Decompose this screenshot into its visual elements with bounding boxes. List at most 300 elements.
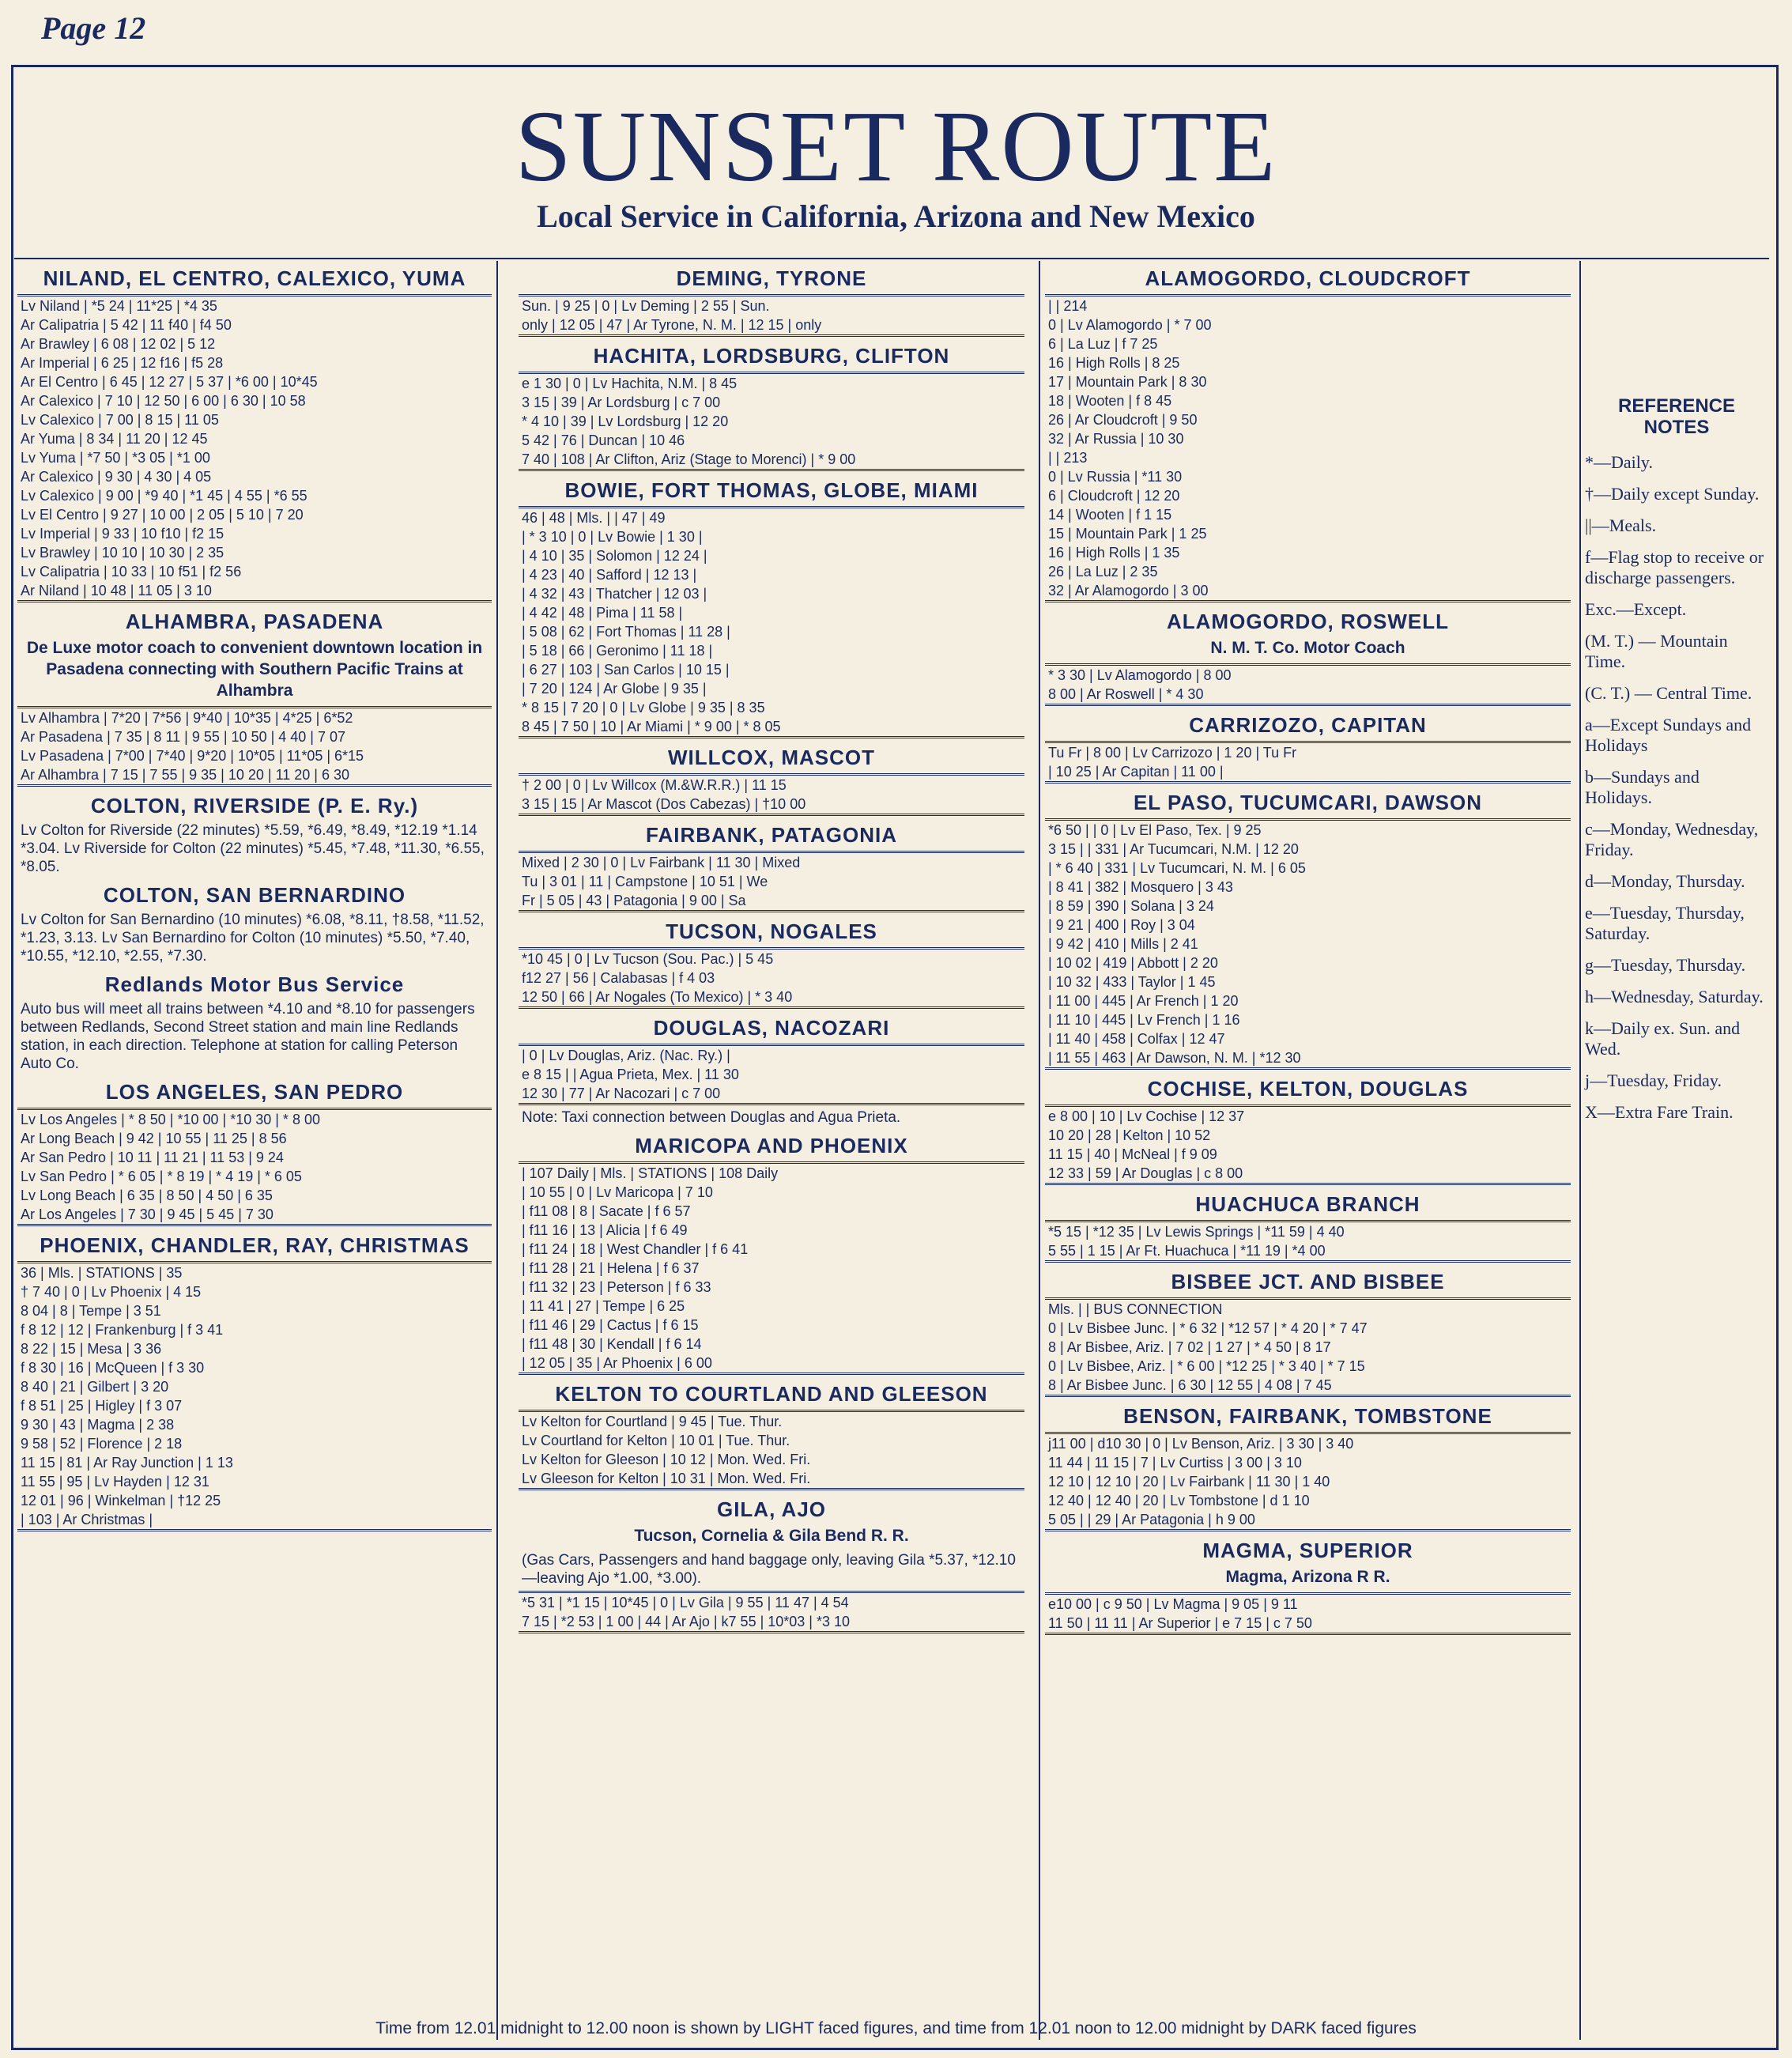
timetable — [17, 1108, 492, 1226]
table-row — [17, 1415, 492, 1434]
table-row — [519, 641, 1024, 660]
table-row-text: 17 | Mountain Park | 8 30 — [1048, 374, 1207, 390]
section-title: EL PASO, TUCUMCARI, DAWSON — [1133, 791, 1483, 814]
table-row — [17, 1472, 492, 1491]
table-row — [519, 679, 1024, 698]
table-row-text: Lv San Pedro | * 6 05 | * 8 19 | * 4 19 | * 6 05 — [21, 1169, 302, 1184]
table-row-text: | 10 02 | 419 | Abbott | 2 20 — [1048, 955, 1218, 971]
table-row — [1045, 665, 1571, 685]
table-row-text: 16 | High Rolls | 1 35 — [1048, 545, 1180, 561]
table-row — [17, 429, 492, 448]
page-number: Page 12 — [41, 10, 146, 46]
table-row-text: | 4 10 | 35 | Solomon | 12 24 | — [522, 548, 707, 564]
timetable — [1045, 1220, 1571, 1263]
table-row — [1045, 391, 1571, 410]
table-row-text: | 9 42 | 410 | Mills | 2 41 — [1048, 936, 1198, 952]
timetable — [1045, 294, 1571, 602]
section-title: COCHISE, KELTON, DOUGLAS — [1147, 1077, 1469, 1101]
table-row-text: 3 15 | 39 | Ar Lordsburg | c 7 00 — [522, 395, 721, 410]
table-row-text: 5 05 | | 29 | Ar Patagonia | h 9 00 — [1048, 1512, 1255, 1527]
table-row-text: 32 | Ar Alamogordo | 3 00 — [1048, 583, 1209, 599]
table-row-text: e 1 30 | 0 | Lv Hachita, N.M. | 8 45 — [522, 376, 738, 391]
table-row — [519, 565, 1024, 584]
table-row — [519, 1045, 1024, 1066]
table-row-text: 26 | La Luz | 2 35 — [1048, 564, 1158, 580]
table-row-text: Lv El Centro | 9 27 | 10 00 | 2 05 | 5 10 | 7 20 — [21, 507, 304, 523]
table-row-text: 6 | Cloudcroft | 12 20 — [1048, 488, 1180, 504]
timetable — [17, 294, 492, 602]
table-row — [17, 1434, 492, 1453]
section-title: DEMING, TYRONE — [676, 266, 867, 290]
table-row-text: 16 | High Rolls | 8 25 — [1048, 355, 1180, 371]
table-row-text: | 4 23 | 40 | Safford | 12 13 | — [522, 567, 697, 583]
table-row — [519, 393, 1024, 412]
table-row — [519, 1240, 1024, 1259]
table-row — [519, 527, 1024, 546]
table-row-text: | f11 32 | 23 | Peterson | f 6 33 — [522, 1279, 711, 1295]
section-note: (Gas Cars, Passengers and hand baggage only, leaving Gila *5.37, *12.10—leaving Ajo *1.00, *3.00). — [522, 1552, 1016, 1587]
table-row — [519, 1259, 1024, 1278]
timetable-section — [519, 1135, 1024, 1375]
table-row — [17, 448, 492, 467]
table-row — [1045, 372, 1571, 391]
table-row — [17, 1148, 492, 1167]
table-row — [1045, 1010, 1571, 1029]
table-row-text: 18 | Wooten | f 8 45 — [1048, 393, 1172, 409]
table-row-text: Lv Calipatria | 10 33 | 10 f51 | f2 56 — [21, 564, 242, 580]
table-row — [519, 872, 1024, 891]
section-title: Redlands Motor Bus Service — [104, 972, 405, 996]
table-row — [17, 334, 492, 353]
table-row-text: 36 | Mls. | STATIONS | 35 — [21, 1265, 183, 1281]
table-row — [519, 1221, 1024, 1240]
table-row-text: | 5 08 | 62 | Fort Thomas | 11 28 | — [522, 624, 730, 640]
table-row-text: Mixed | 2 30 | 0 | Lv Fairbank | 11 30 | Mixed — [522, 855, 801, 870]
table-row — [17, 1263, 492, 1283]
section-subtitle: De Luxe motor coach to convenient downtown location in Pasadena connecting with Southern Pacific Trains at Alhambra — [26, 639, 483, 700]
table-row — [17, 410, 492, 429]
section-subtitle: Tucson, Cornelia & Gila Bend R. R. — [634, 1527, 909, 1545]
timetable-section — [519, 479, 1024, 738]
timetable — [519, 506, 1024, 738]
timetable-section — [1045, 1078, 1571, 1185]
table-row-text: Lv Kelton for Gleeson | 10 12 | Mon. Wed. Fri. — [522, 1452, 811, 1467]
timetable-section — [519, 345, 1024, 471]
table-row-text: Lv Pasadena | 7*00 | 7*40 | 9*20 | 10*05 | 11*05 | 6*15 — [21, 748, 364, 764]
table-row — [17, 1282, 492, 1301]
table-row-text: * 8 15 | 7 20 | 0 | Lv Globe | 9 35 | 8 35 — [522, 700, 765, 716]
section-note: Auto bus will meet all trains between *4.10 and *8.10 for passengers between Redlands, Second Street station and main line Redlands station, in each direction. Telephone at station for calling Peterson Auto Co. — [21, 1001, 475, 1072]
table-row — [519, 1297, 1024, 1316]
table-row-text: 8 | Ar Bisbee, Ariz. | 7 02 | 1 27 | * 4 50 | 8 17 — [1048, 1339, 1331, 1355]
reference-note-item: j—Tuesday, Friday. — [1585, 1071, 1722, 1090]
timetable — [1045, 663, 1571, 706]
table-row — [1045, 685, 1571, 705]
table-row — [519, 1183, 1024, 1202]
table-row — [519, 1612, 1024, 1633]
table-row — [17, 1320, 492, 1339]
reference-note-item: a—Except Sundays and Holidays — [1585, 715, 1752, 755]
timetable-section — [519, 1017, 1024, 1127]
timetable-section — [17, 1234, 492, 1531]
timetable-section — [17, 795, 492, 876]
table-row-text: 0 | Lv Alamogordo | * 7 00 — [1048, 317, 1212, 333]
section-title: DOUGLAS, NACOZARI — [653, 1016, 890, 1040]
table-row — [1045, 448, 1571, 467]
table-row-text: | f11 16 | 13 | Alicia | f 6 49 — [522, 1222, 688, 1238]
table-row — [17, 391, 492, 410]
section-title: FAIRBANK, PATAGONIA — [646, 823, 897, 847]
reference-note-item: h—Wednesday, Saturday. — [1585, 987, 1764, 1006]
section-title: HACHITA, LORDSBURG, CLIFTON — [593, 344, 950, 368]
reference-note-item: c—Monday, Wednesday, Friday. — [1585, 819, 1759, 859]
reference-note-item: e—Tuesday, Thursday, Saturday. — [1585, 903, 1745, 943]
table-row — [1045, 1164, 1571, 1184]
timetable-section — [17, 973, 492, 1073]
table-row-text: Lv Calexico | 9 00 | *9 40 | *1 45 | 4 55 | *6 55 — [21, 488, 307, 504]
table-row — [1045, 935, 1571, 953]
table-row — [17, 524, 492, 543]
table-row-text: 8 00 | Ar Roswell | * 4 30 — [1048, 686, 1204, 702]
table-row — [1045, 1376, 1571, 1396]
timetable-section — [1045, 714, 1571, 784]
table-row — [17, 315, 492, 334]
section-title: HUACHUCA BRANCH — [1195, 1192, 1420, 1216]
reference-notes — [1585, 395, 1768, 1134]
page-subtitle: Local Service in California, Arizona and New Mexico — [537, 198, 1255, 234]
section-title: BENSON, FAIRBANK, TOMBSTONE — [1123, 1404, 1492, 1428]
table-row — [1045, 1319, 1571, 1338]
timetable — [519, 372, 1024, 471]
reference-note-item: g—Tuesday, Thursday. — [1585, 955, 1746, 975]
section-title: GILA, AJO — [716, 1497, 827, 1521]
table-row — [1045, 1338, 1571, 1357]
timetable — [17, 706, 492, 787]
table-row — [17, 467, 492, 486]
table-row-text: 5 55 | 1 15 | Ar Ft. Huachuca | *11 19 | *4 00 — [1048, 1243, 1326, 1259]
table-row-text: *5 31 | *1 15 | 10*45 | 0 | Lv Gila | 9 55 | 11 47 | 4 54 — [522, 1595, 849, 1611]
timetable-section — [1045, 610, 1571, 706]
table-row — [519, 1592, 1024, 1613]
timetable — [1045, 818, 1571, 1070]
table-row-text: e 8 15 | | Agua Prieta, Mex. | 11 30 — [522, 1067, 739, 1082]
table-row-text: | 4 32 | 43 | Thatcher | 12 03 | — [522, 586, 707, 602]
table-row — [519, 1202, 1024, 1221]
table-row — [1045, 486, 1571, 505]
reference-note-item: k—Daily ex. Sun. and Wed. — [1585, 1018, 1741, 1059]
table-row-text: Ar Calexico | 7 10 | 12 50 | 6 00 | 6 30 | 10 58 — [21, 393, 306, 409]
section-subtitle: N. M. T. Co. Motor Coach — [1210, 639, 1405, 657]
table-row — [519, 1065, 1024, 1084]
table-row-text: | 0 | Lv Douglas, Ariz. (Nac. Ry.) | — [522, 1048, 730, 1063]
section-subtitle: Magma, Arizona R R. — [1225, 1568, 1390, 1586]
table-row — [17, 1453, 492, 1472]
table-row-text: e10 00 | c 9 50 | Lv Magma | 9 05 | 9 11 — [1048, 1596, 1298, 1612]
table-row-text: † 7 40 | 0 | Lv Phoenix | 4 15 — [21, 1284, 202, 1300]
table-row — [1045, 1299, 1571, 1320]
table-row-text: | 11 55 | 463 | Ar Dawson, N. M. | *12 30 — [1048, 1050, 1301, 1066]
reference-note-item: Exc.—Except. — [1585, 599, 1687, 619]
table-row-text: Lv Yuma | *7 50 | *3 05 | *1 00 — [21, 450, 210, 466]
timetable-section — [1045, 1193, 1571, 1263]
table-row — [519, 296, 1024, 316]
table-row — [17, 562, 492, 581]
column-divider — [496, 261, 498, 2040]
table-row-text: | f11 24 | 18 | West Chandler | f 6 41 — [522, 1241, 749, 1257]
table-row — [519, 508, 1024, 528]
reference-note-item: *—Daily. — [1585, 452, 1653, 472]
timetable — [519, 851, 1024, 912]
table-row — [519, 412, 1024, 431]
table-row-text: | 10 25 | Ar Capitan | 11 00 | — [1048, 764, 1224, 780]
table-row-text: Ar Brawley | 6 08 | 12 02 | 5 12 — [21, 336, 216, 352]
table-row — [1045, 762, 1571, 783]
table-row-text: 9 58 | 52 | Florence | 2 18 — [21, 1436, 183, 1452]
timetable-section — [17, 267, 492, 602]
table-row — [519, 775, 1024, 795]
table-row — [519, 1354, 1024, 1374]
table-row — [519, 1163, 1024, 1184]
table-row-text: | | 213 — [1048, 450, 1088, 466]
table-row — [1045, 1453, 1571, 1472]
table-row-text: Ar Calexico | 9 30 | 4 30 | 4 05 — [21, 469, 212, 485]
table-row-text: Lv Long Beach | 6 35 | 8 50 | 4 50 | 6 35 — [21, 1188, 273, 1203]
table-row — [519, 1084, 1024, 1105]
section-title: ALHAMBRA, PASADENA — [125, 610, 384, 633]
table-row-text: Ar San Pedro | 10 11 | 11 21 | 11 53 | 9 24 — [21, 1150, 284, 1165]
timetable-section — [17, 1081, 492, 1226]
table-row-text: Lv Courtland for Kelton | 10 01 | Tue. Thur. — [522, 1433, 790, 1448]
section-title: MAGMA, SUPERIOR — [1202, 1539, 1413, 1562]
table-row-text: | * 3 10 | 0 | Lv Bowie | 1 30 | — [522, 529, 703, 545]
table-row-text: | 7 20 | 124 | Ar Globe | 9 35 | — [522, 681, 707, 697]
table-row-text: 12 01 | 96 | Winkelman | †12 25 — [21, 1493, 221, 1509]
timetable-section — [519, 1383, 1024, 1490]
table-row — [17, 296, 492, 316]
table-row-text: Lv Kelton for Courtland | 9 45 | Tue. Thur. — [522, 1414, 783, 1429]
section-title: MARICOPA AND PHOENIX — [635, 1134, 908, 1157]
timetable — [17, 1261, 492, 1531]
table-row-text: 11 55 | 95 | Lv Hayden | 12 31 — [21, 1474, 209, 1490]
table-row — [17, 1377, 492, 1396]
table-row — [1045, 953, 1571, 972]
section-note: Lv Colton for San Bernardino (10 minutes) *6.08, *8.11, †8.58, *11.52, *1.23, 3.13. Lv San Bernardino for Colton (10 minutes) *5.50, *7.40, *10.55, *12.10, *2.55, *7.30. — [21, 912, 485, 965]
table-row-text: j11 00 | d10 30 | 0 | Lv Benson, Ariz. | 3 30 | 3 40 — [1048, 1436, 1354, 1452]
timetable-section — [519, 824, 1024, 912]
section-title: NILAND, EL CENTRO, CALEXICO, YUMA — [43, 266, 466, 290]
table-row-text: 10 20 | 28 | Kelton | 10 52 — [1048, 1127, 1211, 1143]
table-row — [1045, 467, 1571, 486]
table-row-text: Ar Calipatria | 5 42 | 11 f40 | f4 50 — [21, 317, 232, 333]
table-row-text: Lv Imperial | 9 33 | 10 f10 | f2 15 — [21, 526, 224, 542]
table-row — [519, 698, 1024, 717]
table-row — [519, 1469, 1024, 1490]
timetable — [519, 1410, 1024, 1490]
table-row — [17, 1109, 492, 1130]
table-row-text: 6 | La Luz | f 7 25 — [1048, 336, 1158, 352]
timetable — [1045, 741, 1571, 784]
table-row — [1045, 334, 1571, 353]
table-row-text: 11 50 | 11 11 | Ar Superior | e 7 15 | c 7 50 — [1048, 1615, 1312, 1631]
timetable-section — [519, 1498, 1024, 1633]
table-row — [519, 1450, 1024, 1469]
section-title: COLTON, SAN BERNARDINO — [103, 883, 406, 907]
section-note: Lv Colton for Riverside (22 minutes) *5.59, *6.49, *8.49, *12.19 *1.14 *3.04. Lv Riverside for Colton (22 minutes) *5.45, *7.48, *11.30, *6.55, *8.05. — [21, 822, 485, 875]
table-row-text: f 8 30 | 16 | McQueen | f 3 30 — [21, 1360, 205, 1376]
table-row-text: e 8 00 | 10 | Lv Cochise | 12 37 — [1048, 1108, 1245, 1124]
timetable — [519, 773, 1024, 816]
table-row — [1045, 1491, 1571, 1510]
table-row-text: | 8 41 | 382 | Mosquero | 3 43 — [1048, 879, 1233, 895]
table-row-text: 9 30 | 43 | Magma | 2 38 — [21, 1417, 175, 1433]
table-row — [519, 795, 1024, 815]
section-title: ALAMOGORDO, CLOUDCROFT — [1145, 266, 1471, 290]
table-row — [17, 1510, 492, 1531]
timetable-column-1 — [17, 261, 492, 2000]
table-row-text: † 2 00 | 0 | Lv Willcox (M.&W.R.R.) | 11 15 — [522, 777, 787, 793]
table-row-text: 8 04 | 8 | Tempe | 3 51 — [21, 1303, 161, 1319]
table-row-text: Lv Calexico | 7 00 | 8 15 | 11 05 — [21, 412, 219, 428]
table-row — [17, 1167, 492, 1186]
table-row — [1045, 1510, 1571, 1531]
timetable-section — [1045, 1271, 1571, 1397]
table-row-text: 8 45 | 7 50 | 10 | Ar Miami | * 9 00 | * 8 05 — [522, 719, 781, 734]
section-title: BOWIE, FORT THOMAS, GLOBE, MIAMI — [564, 478, 979, 502]
table-row-text: Lv Los Angeles | * 8 50 | *10 00 | *10 30 | * 8 00 — [21, 1112, 320, 1127]
timetable-section — [519, 267, 1024, 337]
table-row-text: | 4 42 | 48 | Pima | 11 58 | — [522, 605, 683, 621]
table-row — [519, 987, 1024, 1008]
table-row-text: Ar Los Angeles | 7 30 | 9 45 | 5 45 | 7 30 — [21, 1206, 274, 1222]
table-row-text: 11 15 | 40 | McNeal | f 9 09 — [1048, 1146, 1217, 1162]
section-title: CARRIZOZO, CAPITAN — [1189, 713, 1427, 737]
table-row — [17, 1339, 492, 1358]
table-row — [17, 372, 492, 391]
reference-note-item: X—Extra Fare Train. — [1585, 1102, 1734, 1122]
table-row — [17, 581, 492, 602]
table-row — [1045, 429, 1571, 448]
table-row-text: 5 42 | 76 | Duncan | 10 46 — [522, 432, 685, 448]
timetable — [519, 947, 1024, 1009]
table-row-text: Ar Niland | 10 48 | 11 05 | 3 10 — [21, 583, 212, 599]
table-row-text: f12 27 | 56 | Calabasas | f 4 03 — [522, 970, 715, 986]
table-row-text: 0 | Lv Bisbee Junc. | * 6 32 | *12 57 | * 4 20 | * 7 47 — [1048, 1320, 1368, 1336]
table-row — [519, 546, 1024, 565]
reference-note-item: (M. T.) — Mountain Time. — [1585, 631, 1728, 671]
table-row — [519, 969, 1024, 987]
table-row — [17, 727, 492, 746]
timetable-section — [519, 920, 1024, 1009]
table-row-text: 12 10 | 12 10 | 20 | Lv Fairbank | 11 30 | 1 40 — [1048, 1474, 1330, 1490]
table-row-text: Lv Brawley | 10 10 | 10 30 | 2 35 — [21, 545, 224, 561]
table-row — [519, 431, 1024, 450]
table-row — [1045, 916, 1571, 935]
page-title: SUNSET ROUTE — [515, 90, 1277, 202]
table-row — [1045, 897, 1571, 916]
table-row-text: 7 15 | *2 53 | 1 00 | 44 | Ar Ajo | k7 55 | 10*03 | *3 10 — [522, 1614, 851, 1629]
table-row — [1045, 296, 1571, 316]
table-row-text: Tu | 3 01 | 11 | Campstone | 10 51 | We — [522, 874, 768, 889]
table-row — [17, 1301, 492, 1320]
table-row — [1045, 543, 1571, 562]
timetable — [1045, 1297, 1571, 1397]
table-row — [1045, 991, 1571, 1010]
table-row-text: * 3 30 | Lv Alamogordo | 8 00 — [1048, 667, 1232, 683]
table-row — [17, 1491, 492, 1510]
table-row — [1045, 505, 1571, 524]
table-row-text: 8 22 | 15 | Mesa | 3 36 — [21, 1341, 162, 1357]
table-row-text: 32 | Ar Russia | 10 30 — [1048, 431, 1184, 447]
table-row-text: | f11 46 | 29 | Cactus | f 6 15 — [522, 1317, 699, 1333]
table-row-text: | 11 00 | 445 | Ar French | 1 20 — [1048, 993, 1239, 1009]
table-row-text: 3 15 | | 331 | Ar Tucumcari, N.M. | 12 20 — [1048, 841, 1299, 857]
section-title: TUCSON, NOGALES — [666, 919, 877, 943]
table-row-text: Lv Gleeson for Kelton | 10 31 | Mon. Wed. Fri. — [522, 1471, 811, 1486]
timetable-section — [1045, 1539, 1571, 1635]
section-title: LOS ANGELES, SAN PEDRO — [105, 1080, 404, 1104]
table-row — [1045, 524, 1571, 543]
reference-notes-list — [1585, 452, 1768, 1123]
table-row — [1045, 353, 1571, 372]
table-row — [519, 1316, 1024, 1335]
table-row-text: Ar Long Beach | 9 42 | 10 55 | 11 25 | 8 56 — [21, 1131, 287, 1146]
table-row-text: only | 12 05 | 47 | Ar Tyrone, N. M. | 12 15 | only — [522, 317, 822, 333]
table-row — [1045, 972, 1571, 991]
table-row — [1045, 1357, 1571, 1376]
table-row — [1045, 1472, 1571, 1491]
timetable-section — [1045, 267, 1571, 602]
table-row-text: Mls. | | BUS CONNECTION — [1048, 1301, 1223, 1317]
section-title: WILLCOX, MASCOT — [668, 746, 875, 769]
table-row — [519, 660, 1024, 679]
timetable — [519, 1161, 1024, 1375]
table-row — [519, 1411, 1024, 1432]
table-row-text: *10 45 | 0 | Lv Tucson (Sou. Pac.) | 5 45 — [522, 951, 774, 967]
table-row — [1045, 1241, 1571, 1262]
table-row — [1045, 1614, 1571, 1634]
timetable — [519, 1591, 1024, 1633]
table-row — [519, 373, 1024, 394]
table-row — [1045, 1145, 1571, 1164]
reference-note-item: d—Monday, Thursday. — [1585, 871, 1745, 891]
table-row-text: | 12 05 | 35 | Ar Phoenix | 6 00 — [522, 1355, 712, 1371]
reference-note-item: b—Sundays and Holidays. — [1585, 767, 1700, 807]
table-row — [17, 1358, 492, 1377]
table-row-text: Ar El Centro | 6 45 | 12 27 | 5 37 | *6 00 | 10*45 — [21, 374, 318, 390]
table-row — [519, 717, 1024, 738]
column-divider — [1039, 261, 1040, 2040]
table-row — [1045, 1048, 1571, 1069]
table-row — [519, 1335, 1024, 1354]
table-row-text: | f11 28 | 21 | Helena | f 6 37 — [522, 1260, 700, 1276]
table-row-text: 46 | 48 | Mls. | | 47 | 49 — [522, 510, 666, 526]
table-row — [519, 315, 1024, 336]
timetable-section — [17, 884, 492, 965]
timetable — [519, 1044, 1024, 1105]
table-row-text: | f11 08 | 8 | Sacate | f 6 57 — [522, 1203, 691, 1219]
section-title: PHOENIX, CHANDLER, RAY, CHRISTMAS — [40, 1233, 470, 1257]
table-row-text: 8 | Ar Bisbee Junc. | 6 30 | 12 55 | 4 08 | 7 45 — [1048, 1377, 1332, 1393]
table-row — [1045, 410, 1571, 429]
table-row — [1045, 1126, 1571, 1145]
table-row-text: | 6 27 | 103 | San Carlos | 10 15 | — [522, 662, 730, 678]
column-divider — [1579, 261, 1581, 2040]
timetable-section — [17, 610, 492, 787]
table-row-text: Fr | 5 05 | 43 | Patagonia | 9 00 | Sa — [522, 893, 746, 908]
table-row-text: 7 40 | 108 | Ar Clifton, Ariz (Stage to Morenci) | * 9 00 — [522, 451, 856, 467]
table-row — [17, 1129, 492, 1148]
table-row — [519, 584, 1024, 603]
